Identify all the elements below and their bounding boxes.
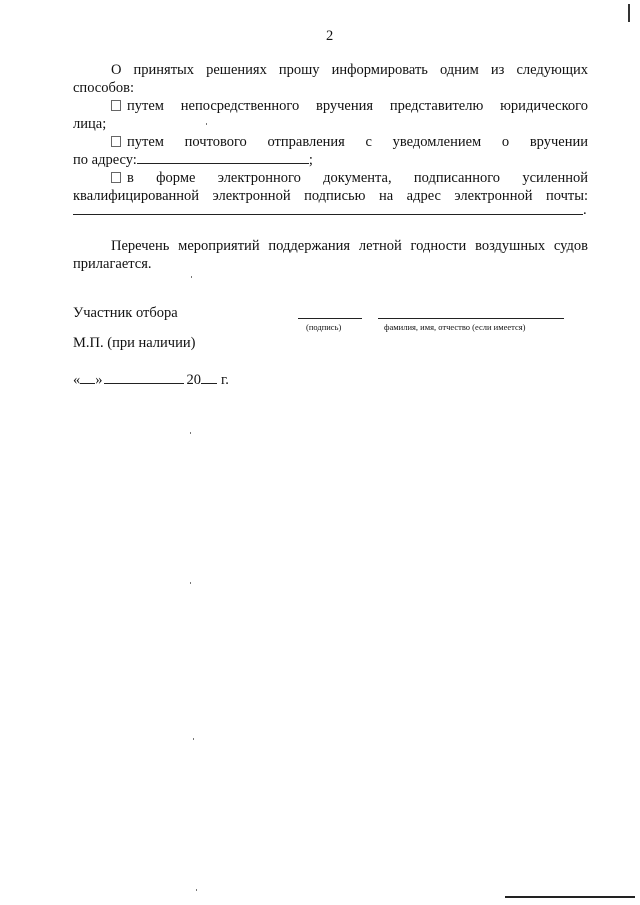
- email-field[interactable]: [73, 214, 583, 215]
- address-field[interactable]: [137, 151, 309, 164]
- date-year-prefix: 20: [186, 372, 201, 388]
- full-name-caption: фамилия, имя, отчество (если имеется): [384, 322, 526, 332]
- checkbox-icon[interactable]: [111, 172, 121, 183]
- attachment-note-line-1: Перечень мероприятий поддержания летной годности воздушных судов: [111, 238, 588, 254]
- option-3-text: в форме электронного документа, подписанного усиленной: [127, 170, 588, 186]
- scan-speck: [196, 889, 197, 891]
- option-1-line-2: лица;: [73, 116, 107, 132]
- address-label: по адресу:: [73, 152, 137, 168]
- intro-line-2: способов:: [73, 80, 134, 96]
- date-year-suffix: г.: [221, 372, 229, 388]
- scan-speck: [193, 738, 194, 740]
- date-day-field[interactable]: [80, 371, 95, 384]
- scan-speck: [190, 432, 191, 434]
- option-3-line-1: [111, 169, 588, 187]
- option-2-text: путем почтового отправления с уведомлением о вручении: [127, 134, 588, 150]
- page-edge-mark-bottom: [505, 896, 635, 898]
- scan-speck: [191, 276, 192, 278]
- date-month-field[interactable]: [104, 371, 184, 384]
- option-1-line-1: [111, 97, 588, 115]
- date-open-quote: «: [73, 372, 81, 388]
- signature-caption: (подпись): [306, 322, 342, 332]
- signature-line[interactable]: [298, 318, 362, 319]
- full-name-line[interactable]: [378, 318, 564, 319]
- option-2-line-1: [111, 133, 588, 151]
- option-3-line-2: квалифицированной электронной подписью на адрес электронной почты:: [73, 188, 588, 204]
- checkbox-icon[interactable]: [111, 136, 121, 147]
- intro-line-1: О принятых решениях прошу информировать одним из следующих: [111, 62, 588, 78]
- participant-label: Участник отбора: [73, 305, 178, 321]
- page-edge-mark-top: [628, 4, 630, 22]
- date-line: [73, 371, 229, 389]
- address-suffix: ;: [308, 152, 313, 168]
- date-year-field[interactable]: [201, 371, 217, 384]
- option-1-text: путем непосредственного вручения представителю юридического: [127, 98, 588, 114]
- scan-speck: [190, 582, 191, 584]
- attachment-note-line-2: прилагается.: [73, 256, 152, 272]
- checkbox-icon[interactable]: [111, 100, 121, 111]
- scan-speck: [206, 123, 207, 125]
- option-2-line-2: [73, 151, 313, 169]
- page-number: 2: [326, 28, 334, 44]
- seal-label: М.П. (при наличии): [73, 335, 196, 351]
- email-field-end: .: [583, 202, 587, 218]
- date-close-quote: »: [95, 372, 103, 388]
